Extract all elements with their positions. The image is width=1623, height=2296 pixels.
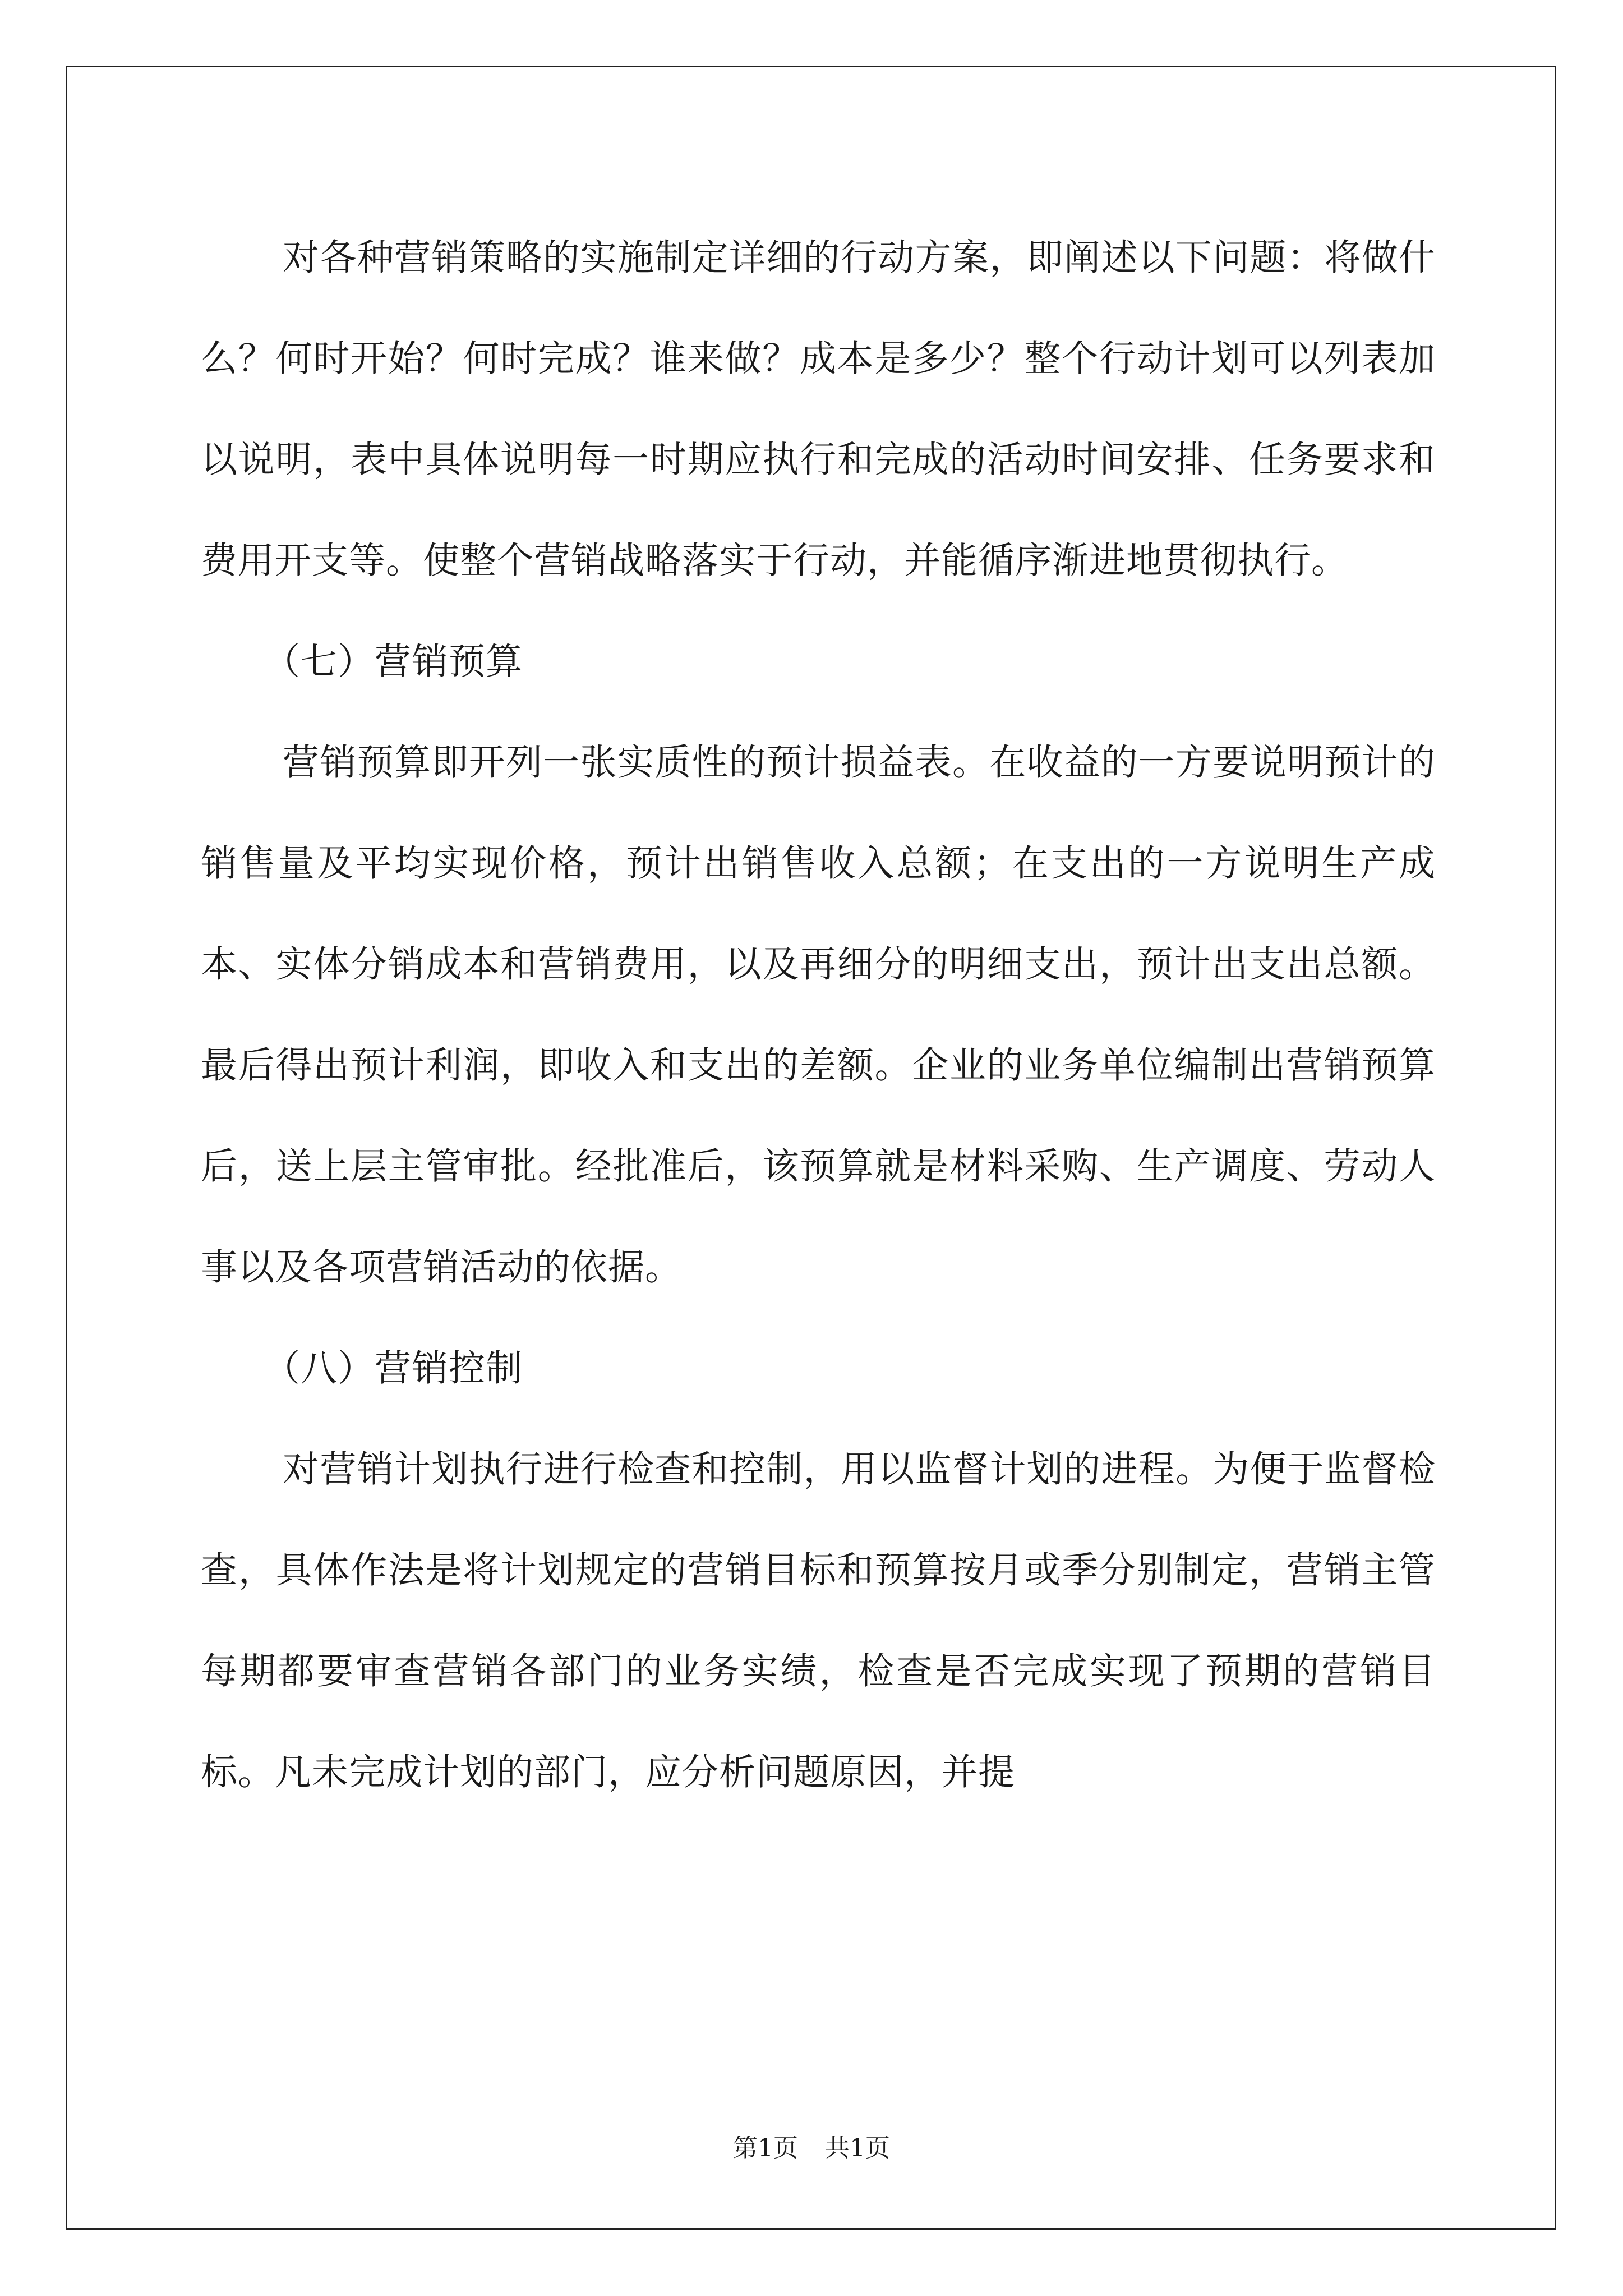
paragraph-marketing-control: 对营销计划执行进行检查和控制，用以监督计划的进程。为便于监督检查，具体作法是将计划规定的营销目标和预算按月或季分别制定，营销主管每期都要审查营销各部门的业务实绩，检查是否完成实现了预期的营销目标。凡未完成计划的部门，应分析问题原因，并提 bbox=[201, 1448, 1436, 1793]
paragraph-marketing-budget: 营销预算即开列一张实质性的预计损益表。在收益的一方要说明预计的销售量及平均实现价格，预计出销售收入总额；在支出的一方说明生产成本、实体分销成本和营销费用，以及再细分的明细支出，预计出支出总额。最后得出预计利润，即收入和支出的差额。企业的业务单位编制出营销预算后，送上层主管审批。经批准后，该预算就是材料采购、生产调度、劳动人事以及各项营销活动的依据。 bbox=[201, 742, 1436, 1289]
paragraph-action-plan: 对各种营销策略的实施制定详细的行动方案，即阐述以下问题：将做什么？何时开始？何时完成？谁来做？成本是多少？整个行动计划可以列表加以说明，表中具体说明每一时期应执行和完成的活动时间安排、任务要求和费用开支等。使整个营销战略落实于行动，并能循序渐进地贯彻执行。 bbox=[201, 237, 1436, 582]
section-heading-marketing-budget: （七）营销预算 bbox=[264, 641, 523, 683]
page-number: 第1页 bbox=[733, 2134, 798, 2162]
page-total: 共1页 bbox=[825, 2134, 890, 2162]
page-footer bbox=[0, 2132, 1623, 2165]
document-body bbox=[201, 208, 1436, 1823]
section-heading-marketing-control: （八）营销控制 bbox=[264, 1347, 523, 1389]
